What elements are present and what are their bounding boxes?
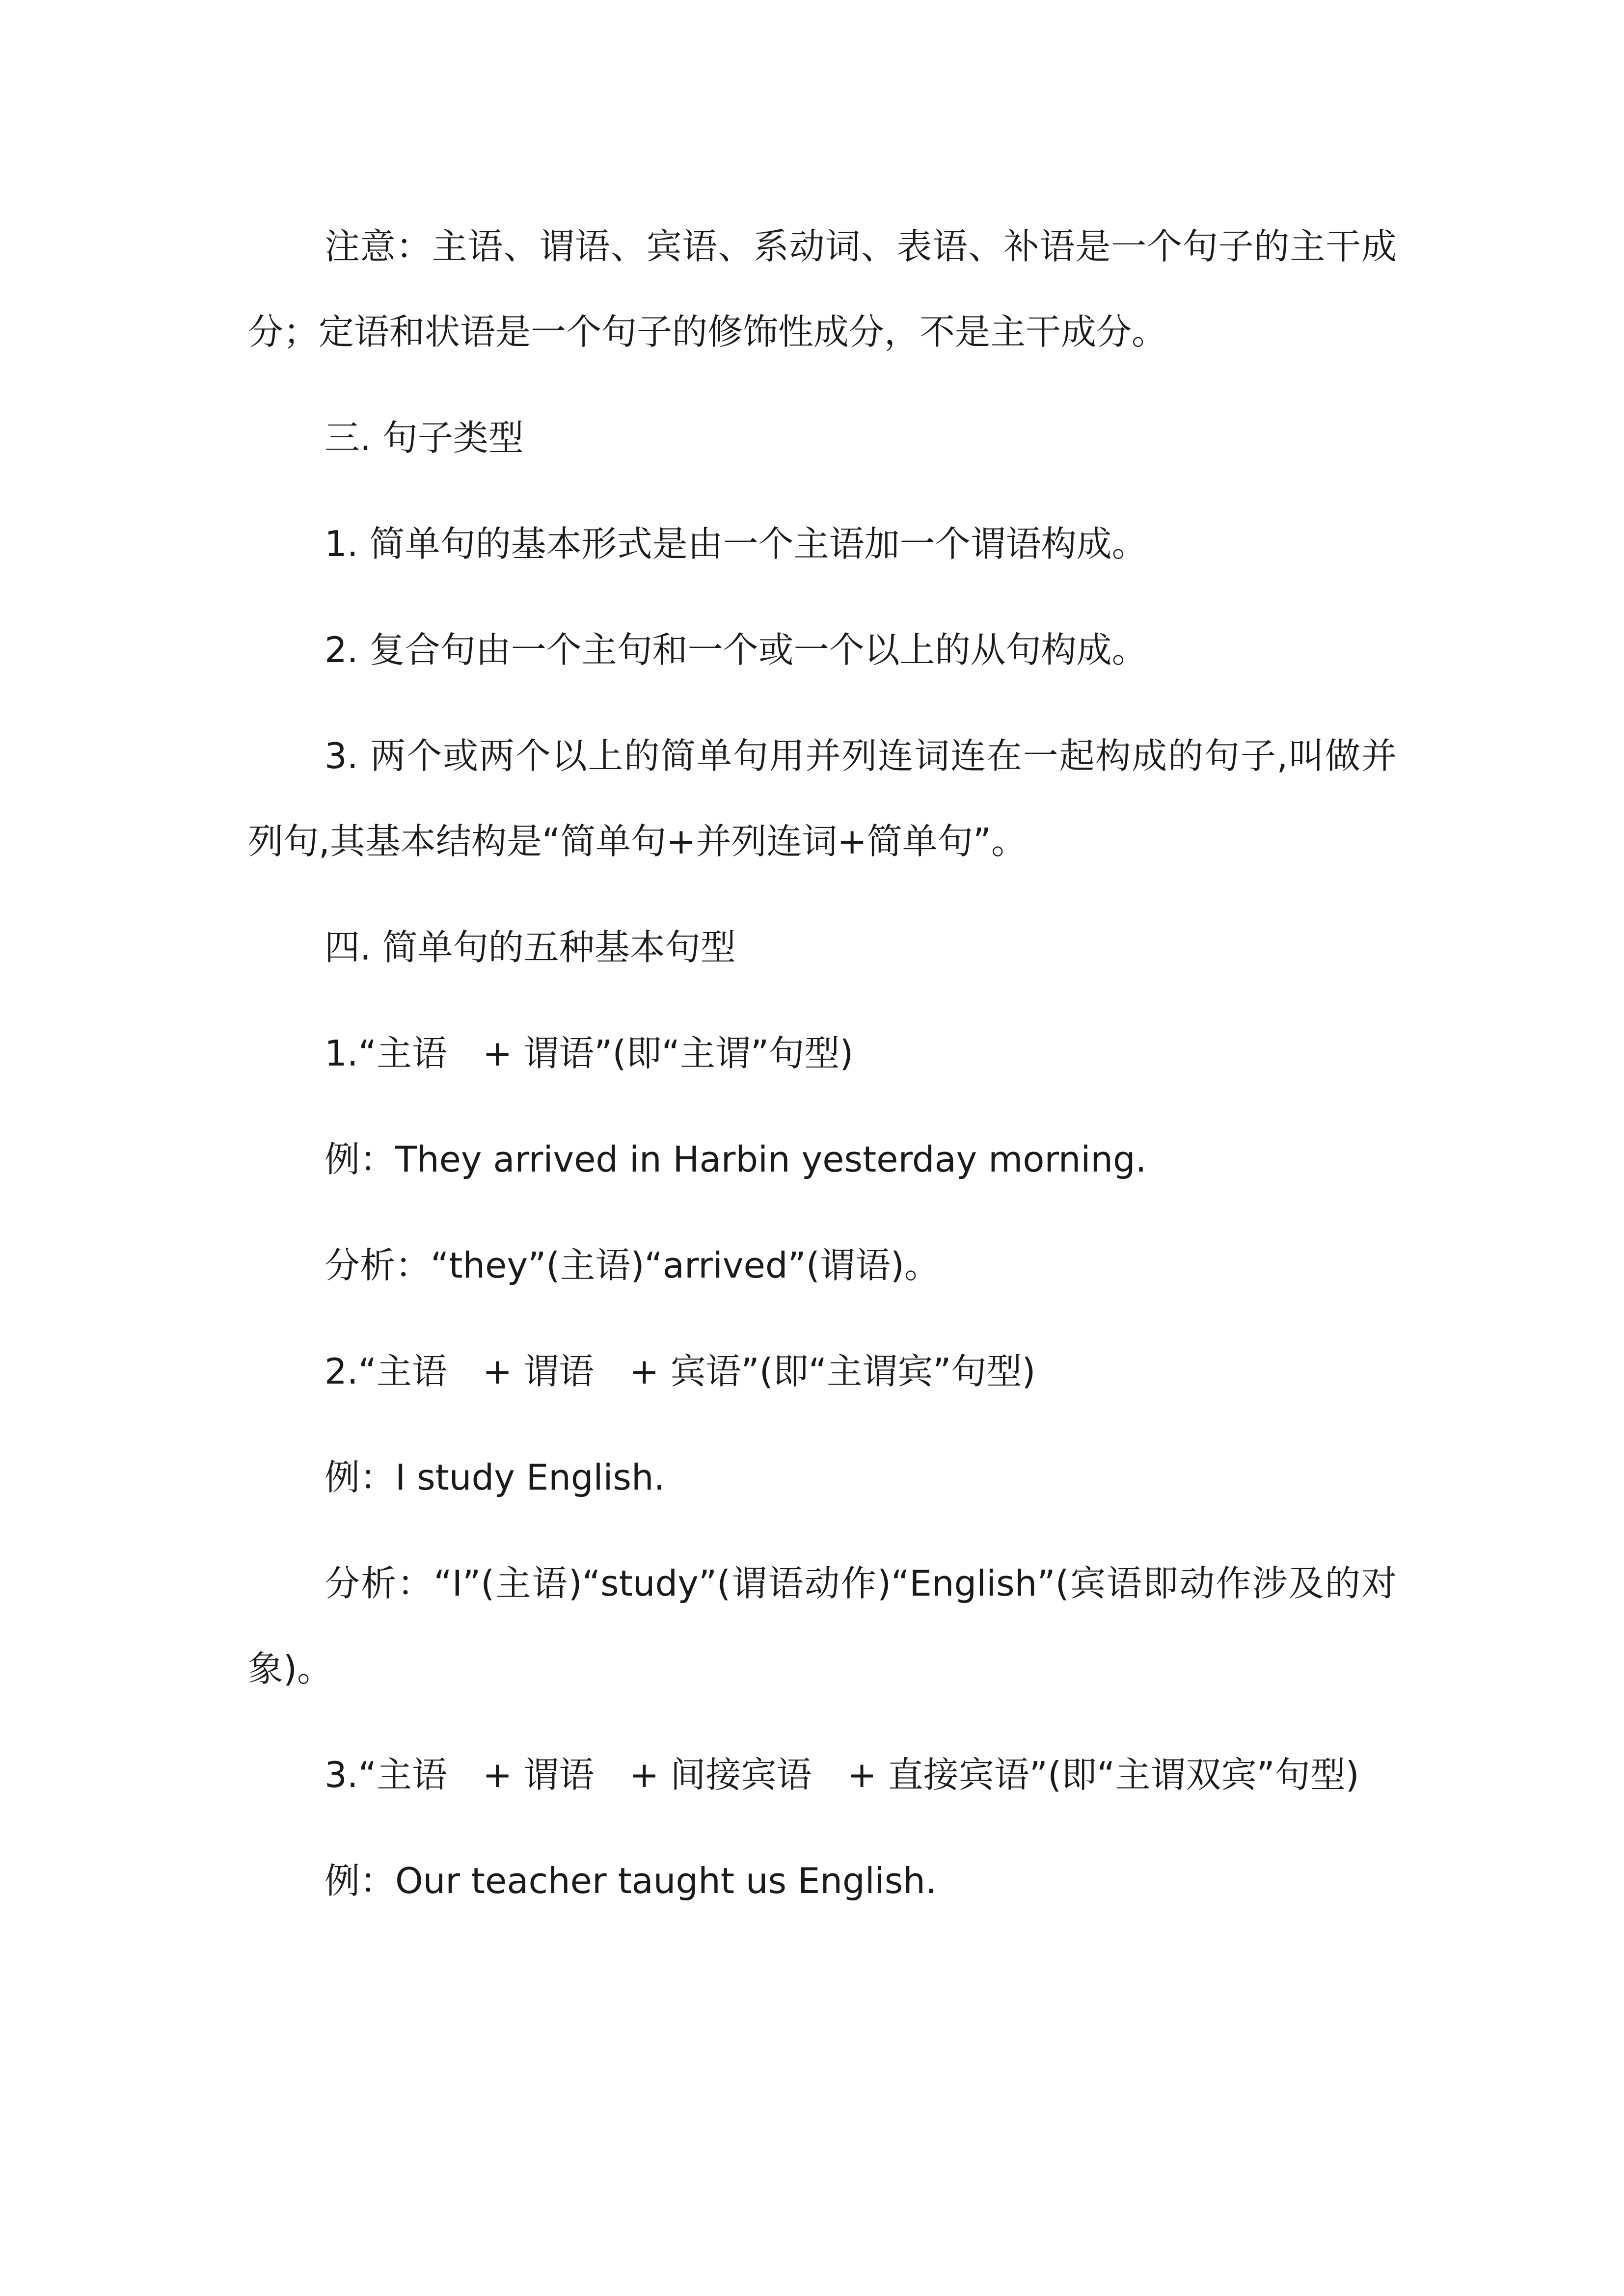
document-body	[248, 204, 1397, 1944]
list-item-compound-sentence: 3. 两个或两个以上的简单句用并列连词连在一起构成的句子,叫做并列句,其基本结构是“简单句+并列连词+简单句”。	[248, 735, 1397, 862]
section-heading-sentence-types: 三. 句子类型	[325, 417, 524, 458]
list-item-simple-sentence: 1. 简单句的基本形式是由一个主语加一个谓语构成。	[325, 523, 1147, 564]
pattern-1-example: 例：They arrived in Harbin yesterday morning.	[325, 1139, 1147, 1180]
pattern-2-analysis: 分析：“I”(主语)“study”(谓语动作)“English”(宾语即动作涉及的对象)。	[248, 1563, 1397, 1689]
pattern-2-example: 例：I study English.	[325, 1457, 665, 1498]
note-paragraph: 注意：主语、谓语、宾语、系动词、表语、补语是一个句子的主干成分；定语和状语是一个句子的修饰性成分，不是主干成分。	[248, 226, 1397, 352]
pattern-1-analysis: 分析：“they”(主语)“arrived”(谓语)。	[325, 1245, 940, 1286]
pattern-3-example: 例：Our teacher taught us English.	[325, 1860, 937, 1901]
pattern-3-title: 3.“主语 + 谓语 + 间接宾语 + 直接宾语”(即“主谓双宾”句型)	[325, 1754, 1359, 1795]
section-heading-five-patterns: 四. 简单句的五种基本句型	[325, 927, 736, 968]
pattern-2-title: 2.“主语 + 谓语 + 宾语”(即“主谓宾”句型)	[325, 1351, 1036, 1392]
list-item-complex-sentence: 2. 复合句由一个主句和一个或一个以上的从句构成。	[325, 629, 1147, 670]
pattern-1-title: 1.“主语 + 谓语”(即“主谓”句型)	[325, 1033, 854, 1074]
